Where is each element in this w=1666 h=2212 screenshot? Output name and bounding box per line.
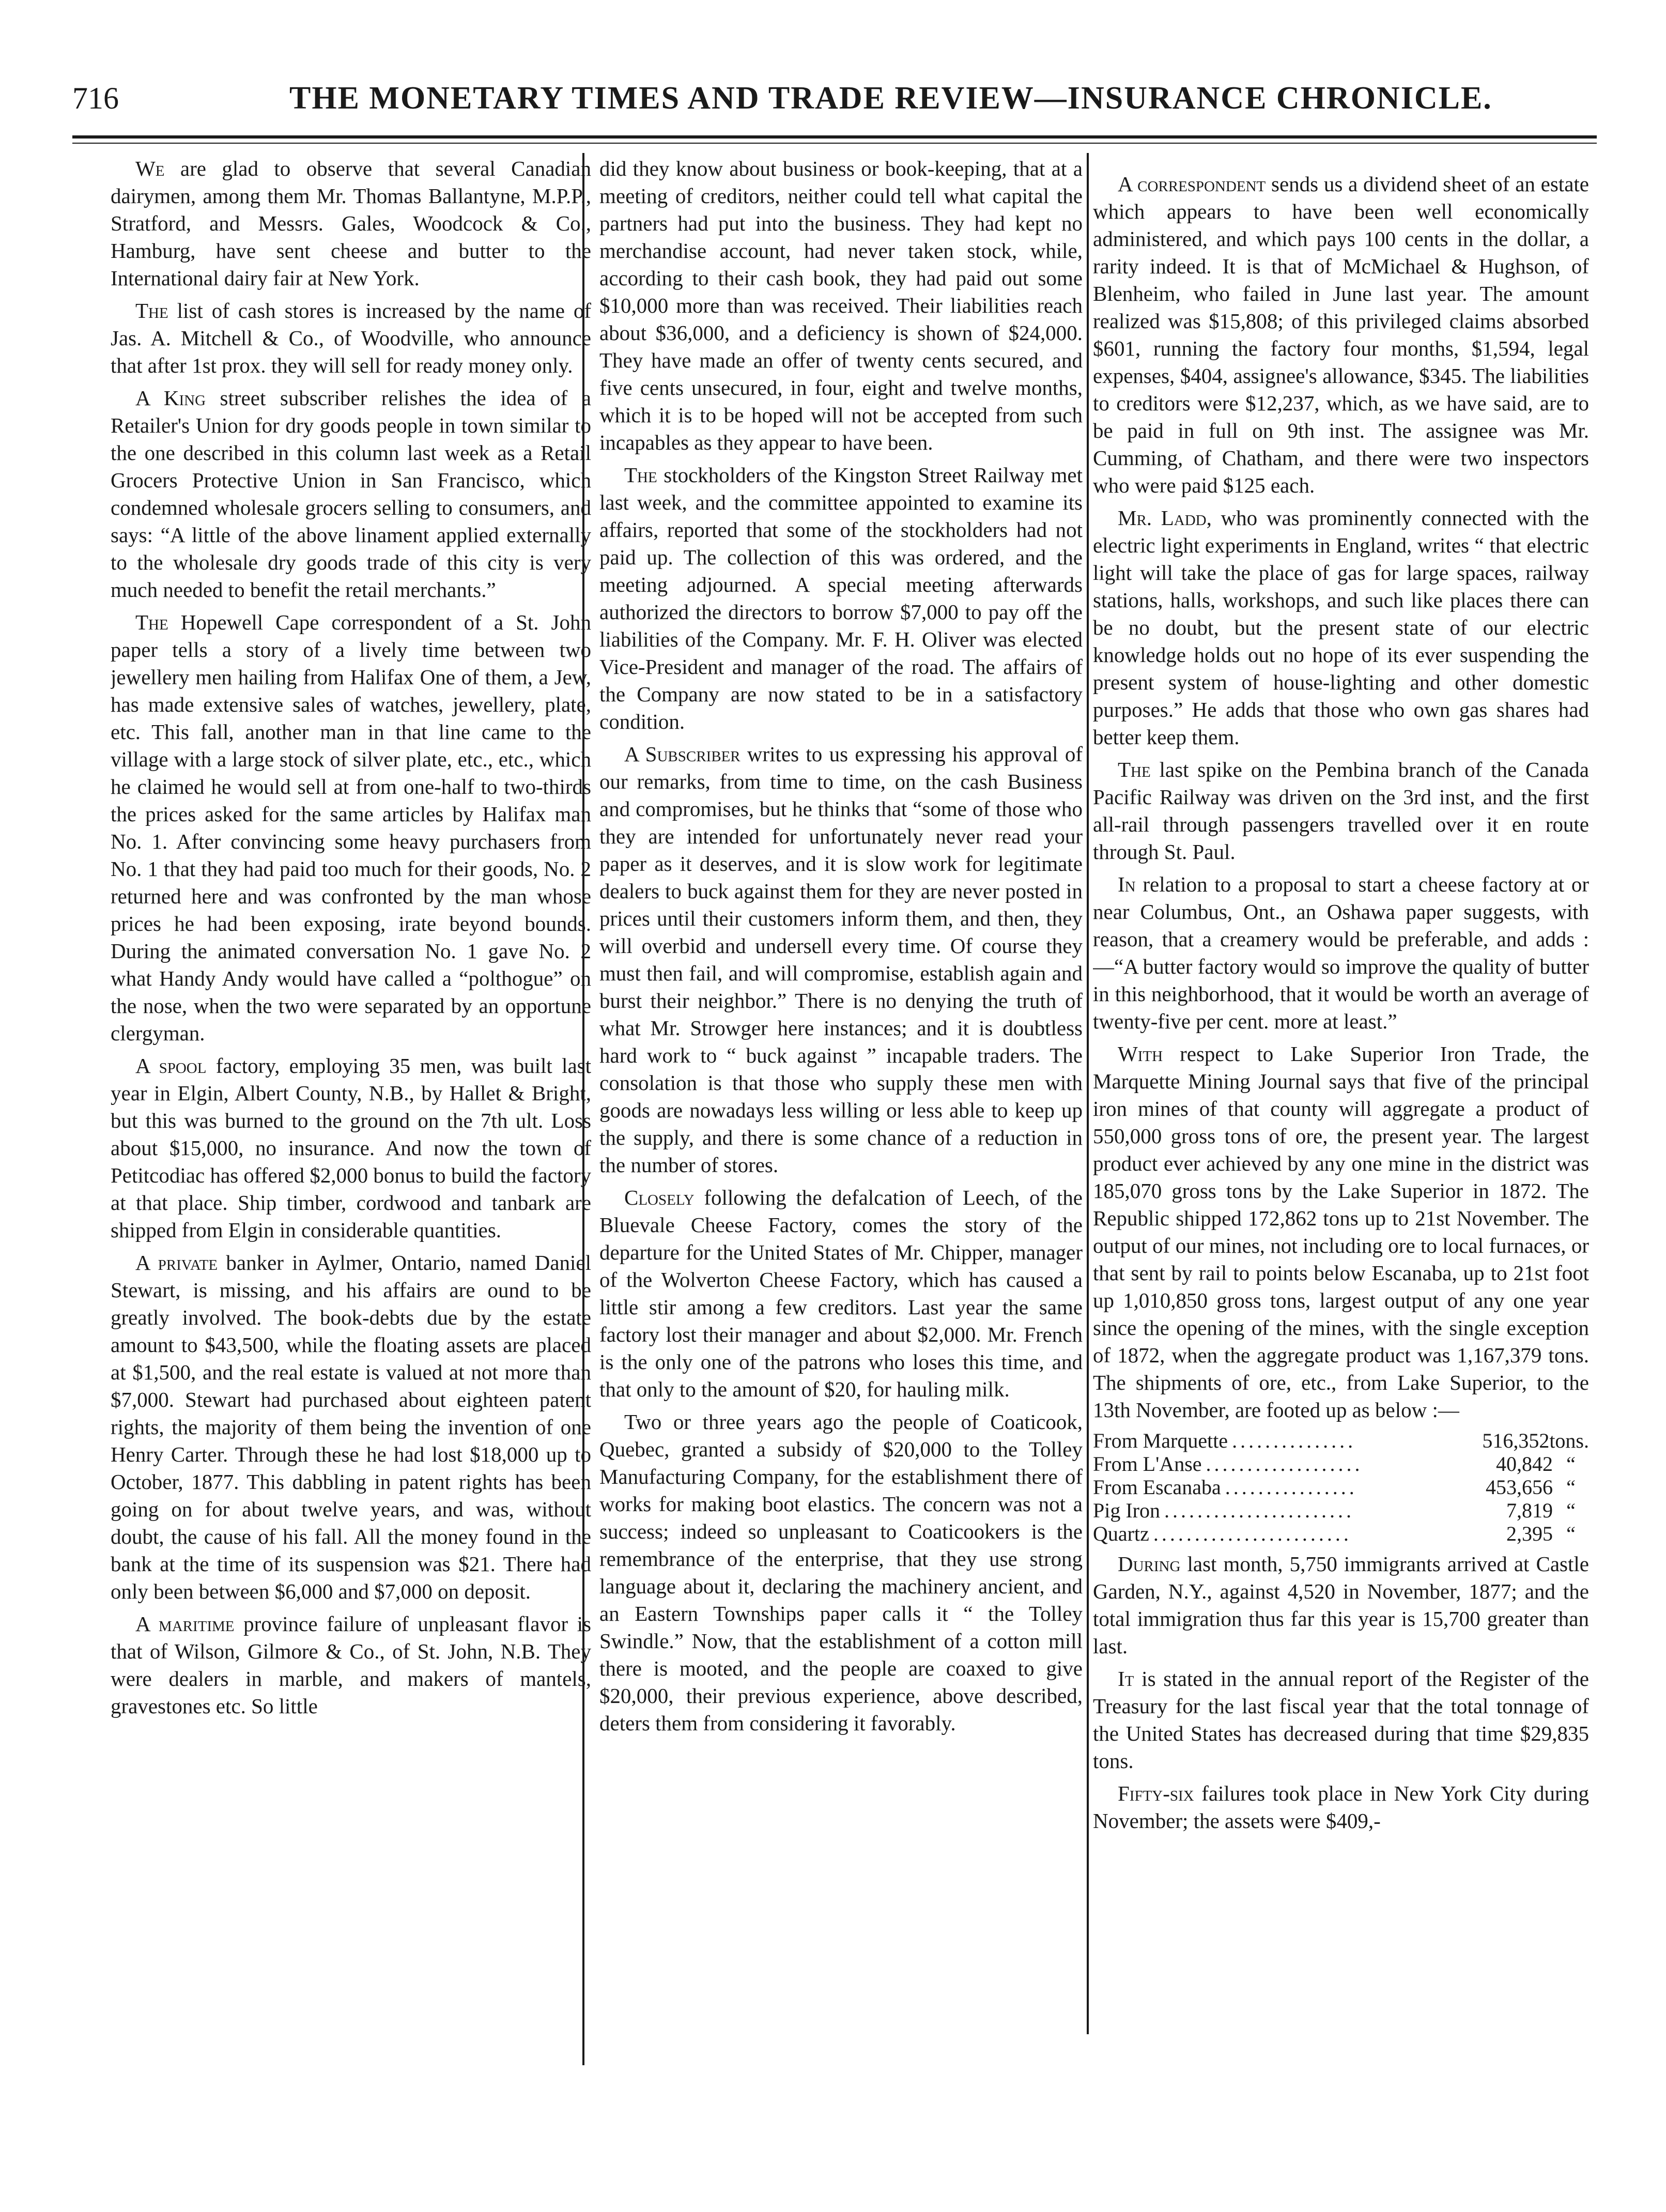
paragraph-continued (599, 155, 1083, 456)
paragraph (111, 1052, 591, 1244)
row-label: From L'Anse (1093, 1452, 1202, 1476)
paragraph-text: respect to Lake Superior Iron Trade, the Marquette Mining Journal says that five of the principal iron mines of that county will aggregate a product of 550,000 gross tons of ore, the present year. The largest product ever achieved by any one mine in the district was 185,070 gross tons by the Lake Superior in 1872. The Republic shipped 172,862 tons up to 21st November. The output of our mines, not including ore to local furnaces, or that sent by rail to points below Escanaba, up to 21st foot up 1,010,850 gross tons, largest output of any one year since the opening of the mines, with the single exception of 1872, when the aggregate product was 1,167,379 tons. The shipments of ore, etc., from Lake Superior, to the 13th November, are footed up as below :— (1093, 1042, 1589, 1422)
paragraph (1093, 756, 1589, 866)
leader-dots: ................... (1206, 1452, 1363, 1476)
row-value: 516,352 (1482, 1429, 1550, 1452)
paragraph-text: are glad to observe that several Canadian dairymen, among them Mr. Thomas Ballantyne, M.P.P., Stratford, and Messrs. Gales, Woodcock & Co., Hamburg, have sent cheese and butter to the International dairy fair at New York. (111, 157, 591, 290)
paragraph (111, 609, 591, 1047)
paragraph-lead: Closely (624, 1186, 695, 1209)
paragraph-text: street subscriber relishes the idea of a Retailer's Union for dry goods people in town similar to the one described in this column last week as a Retail Grocers Protective Union in San Francisco, which condemned wholesale grocers selling to consumers, and says: “A little of the above linament applied externally to the wholesale dry goods trade of this city is very much needed to benefit the retail merchants.” (111, 386, 591, 602)
row-value: 7,819 (1506, 1499, 1553, 1522)
paragraph (1093, 1550, 1589, 1660)
paragraph-lead: Fifty-six (1118, 1781, 1194, 1805)
paragraph-lead: We (135, 157, 165, 180)
paragraph-text: last month, 5,750 immigrants arrived at Castle Garden, N.Y., against 4,520 in November, 1877; and the total immigration thus far this year is 15,700 greater than last. (1093, 1552, 1589, 1658)
table-row (1093, 1499, 1589, 1522)
leader-dots: ....................... (1164, 1499, 1354, 1522)
paragraph-lead: A King (135, 386, 206, 410)
header-rule-thin (72, 143, 1597, 144)
paragraph-text: , who was prominently connected with the electric light experiments in England, writes “ that electric light will take the place of gas for large spaces, railway stations, halls, workshops, and such like places there can be no doubt, but the present state of our electric knowledge holds out no hope of its ever suspending the present system of house-lighting and other domestic purposes.” He adds that those who own gas shares had better keep them. (1093, 506, 1589, 749)
table-row (1093, 1522, 1589, 1545)
paragraph-lead: The (135, 299, 168, 322)
paragraph-lead: With (1118, 1042, 1163, 1066)
paragraph-text: writes to us expressing his approval of our remarks, from time to time, on the cash Business and compromises, but he thinks that “some of those who they are intended for unfortunately never read your paper as it deserves, and it is slow work for legitimate dealers to buck against them for they are never posted in prices until their customers inform them, and then, they will overbid and undersell every time. Of course they must then fail, and will compromise, establish again and burst their neighbor.” There is no denying the truth of what Mr. Strowger here instances; and it is doubtless hard work to “ buck against ” incapable traders. The consolation is that those who supply these men with goods are nowadays less willing or less able to keep up the supply, and there is some chance of a reduction in the number of stores. (599, 742, 1083, 1177)
paragraph-text: is stated in the annual report of the Register of the Treasury for the last fiscal year that the total tonnage of the United States has decreased during that time $29,835 tons. (1093, 1667, 1589, 1773)
row-value: 40,842 (1496, 1452, 1553, 1476)
leader-dots: ............... (1232, 1429, 1356, 1452)
paragraph-lead: A private (135, 1251, 218, 1274)
paragraph-text: sends us a dividend sheet of an estate which appears to have been well economically administered, and which pays 100 cents in the dollar, a rarity indeed. It is that of McMichael & Hughson, of Blenheim, who failed in June last year. The amount realized was $15,808; of this privileged claims absorbed $601, running the factory four months, $1,594, legal expenses, $404, assignee's allowance, $345. The liabilities to creditors were $12,237, which, as we have said, are to be paid in full on 9th inst. The assignee was Mr. Cumming, of Chatham, and there were two inspectors who were paid $125 each. (1093, 172, 1589, 497)
paragraph (1093, 1780, 1589, 1835)
row-label: From Marquette (1093, 1429, 1228, 1452)
row-unit: “ (1566, 1522, 1576, 1545)
paragraph (599, 1184, 1083, 1403)
paragraph-text: failures took place in New York City during November; the assets were $409,- (1093, 1781, 1589, 1833)
paragraph-lead: It (1118, 1667, 1134, 1691)
paragraph-lead: During (1118, 1552, 1181, 1576)
paragraph-text: last spike on the Pembina branch of the Canada Pacific Railway was driven on the 3rd inst, and the first all-rail through passengers travelled over it en route through St. Paul. (1093, 758, 1589, 864)
paragraph-lead: Mr. Ladd (1118, 506, 1207, 530)
leader-dots: ........................ (1153, 1522, 1352, 1545)
header-rule-thick (72, 135, 1597, 139)
paragraph (111, 297, 591, 379)
column-divider-2 (1087, 153, 1089, 2034)
row-label: Pig Iron (1093, 1499, 1160, 1522)
paragraph (1093, 171, 1589, 499)
paragraph (1093, 1665, 1589, 1775)
paragraph-text: banker in Aylmer, Ontario, named Daniel Stewart, is missing, and his affairs are ound to be greatly involved. The book-debts due by the estate amount to $43,500, while the floating assets are placed at $1,500, and the real estate is valued at not more than $7,000. Stewart had purchased about eighteen patent rights, the majority of them being the invention of one Henry Carter. Through these he had lost $18,000 up to October, 1877. This dabbling in patent rights has been going on for about twelve years, and was, without doubt, the cause of his fall. All the money found in the bank at the time of its suspension was $21. There had only been between $6,000 and $7,000 on deposit. (111, 1251, 591, 1603)
paragraph-lead: In (1118, 872, 1136, 896)
paragraph-text: following the defalcation of Leech, of the Bluevale Cheese Factory, comes the story of the departure for the United States of Mr. Chipper, manager of the Wolverton Cheese Factory, which has caused a little stir among a few creditors. Last year the same factory lost their manager and about $2,000. Mr. French is the only one of the patrons who loses this time, and that only to the amount of $20, for hauling milk. (599, 1186, 1083, 1401)
paragraph-text: list of cash stores is increased by the name of Jas. A. Mitchell & Co., of Woodville, who announce that after 1st prox. they will sell for ready money only. (111, 299, 591, 377)
paragraph (111, 1249, 591, 1605)
paragraph (111, 385, 591, 604)
paragraph-text: Hopewell Cape correspondent of a St. John paper tells a story of a lively time between two jewellery men hailing from Halifax One of them, a Jew, has made extensive sales of watches, jewellery, plate, etc. This fall, another man in that line came to the village with a large stock of silver plate, etc., etc., which he claimed he would sell at from one-half to two-thirds the prices asked for the same articles by Halifax man No. 1. After convincing some heavy purchasers from No. 1 that they had paid too much for their goods, No. 2 returned here and was confronted by the man whose prices he had been exposing, irate beyond bounds. During the animated conversation No. 1 gave No. 2 what Handy Andy would have called a “polthogue” on the nose, when the two were separated by an opportune clergyman. (111, 610, 591, 1045)
paragraph (111, 155, 591, 292)
row-unit: “ (1566, 1476, 1576, 1499)
table-row (1093, 1429, 1589, 1452)
paragraph (599, 741, 1083, 1179)
paragraph-lead: A spool (135, 1054, 207, 1078)
paragraph (1093, 504, 1589, 751)
paragraph-text: relation to a proposal to start a cheese factory at or near Columbus, Ont., an Oshawa paper suggests, with reason, that a creamery would be preferable, and adds :—“A butter factory would so improve the quality of butter in this neighborhood, that it would be worth an average of twenty-five per cent. more at least.” (1093, 872, 1589, 1033)
paragraph (1093, 871, 1589, 1035)
row-value: 453,656 (1486, 1476, 1553, 1499)
row-unit: “ (1566, 1499, 1576, 1522)
page-header (72, 78, 1592, 134)
row-unit: tons. (1549, 1429, 1589, 1452)
row-value: 2,395 (1506, 1522, 1553, 1545)
page-number: 716 (72, 81, 119, 115)
paragraph-text: stockholders of the Kingston Street Railway met last week, and the committee appointed to examine its affairs, reported that some of the stockholders had not paid up. The collection of this was ordered, and the meeting adjourned. A special meeting afterwards authorized the directors to borrow $7,000 to pay off the liabilities of the Company. Mr. F. H. Oliver was elected Vice-President and manager of the road. The affairs of the Company are now stated to be in a satisfactory condition. (599, 463, 1083, 733)
paragraph-text: did they know about business or book-keeping, that at a meeting of creditors, neither could tell what capital the partners had put into the business. They had kept no merchandise account, had never taken stock, while, according to their cash book, they had paid out some $10,000 more than was received. Their liabilities reach about $36,000, and a deficiency is shown of $24,000. They have made an offer of twenty cents secured, and five cents unsecured, in four, eight and twelve months, which it is to be hoped will not be accepted from such incapables as they appear to have been. (599, 157, 1083, 454)
row-label: Quartz (1093, 1522, 1149, 1545)
row-label: From Escanaba (1093, 1476, 1221, 1499)
paragraph-lead: A Subscriber (624, 742, 741, 766)
paragraph-lead: The (135, 610, 168, 634)
row-unit: “ (1566, 1452, 1576, 1476)
paragraph-text: Two or three years ago the people of Coaticook, Quebec, granted a subsidy of $20,000 to the Tolley Manufacturing Company, for the establishment there of works for making boot elastics. The concern was not a success; indeed so unpleasant to Coaticookers is the remembrance of the enterprise, that they use strong language about it, declaring the machinery ancient, and an Eastern Townships paper calls it “ the Tolley Swindle.” Now, that the establishment of a cotton mill there is mooted, and the people are coaxed to give $20,000, their previous experience, above described, deters them from considering it favorably. (599, 1410, 1083, 1735)
paragraph-lead: The (624, 463, 657, 487)
paragraph (111, 1610, 591, 1720)
paragraph (1093, 1040, 1589, 1424)
running-title: THE MONETARY TIMES AND TRADE REVIEW—INSURANCE CHRONICLE. (289, 81, 1492, 116)
paragraph-lead: The (1118, 758, 1151, 781)
paragraph-lead: A correspondent (1118, 172, 1266, 196)
paragraph-lead: A maritime (135, 1612, 235, 1636)
table-row (1093, 1476, 1589, 1499)
table-row (1093, 1452, 1589, 1476)
leader-dots: ................ (1225, 1476, 1358, 1499)
paragraph-text: factory, employing 35 men, was built last year in Elgin, Albert County, N.B., by Hallet & Bright, but this was burned to the ground on the 7th ult. Loss about $15,000, no insurance. And now the town of Petitcodiac has offered $2,000 bonus to build the factory at that place. Ship timber, cordwood and tanbark are shipped from Elgin in considerable quantities. (111, 1054, 591, 1242)
paragraph-text: province failure of unpleasant flavor is that of Wilson, Gilmore & Co., of St. John, N.B. They were dealers in marble, and makers of mantels, gravestones etc. So little (111, 1612, 591, 1718)
column-3 (1093, 171, 1589, 2124)
paragraph (599, 1408, 1083, 1737)
column-2 (599, 155, 1083, 2109)
column-1 (111, 155, 591, 2109)
paragraph (599, 462, 1083, 735)
shipments-table (1093, 1429, 1589, 1545)
